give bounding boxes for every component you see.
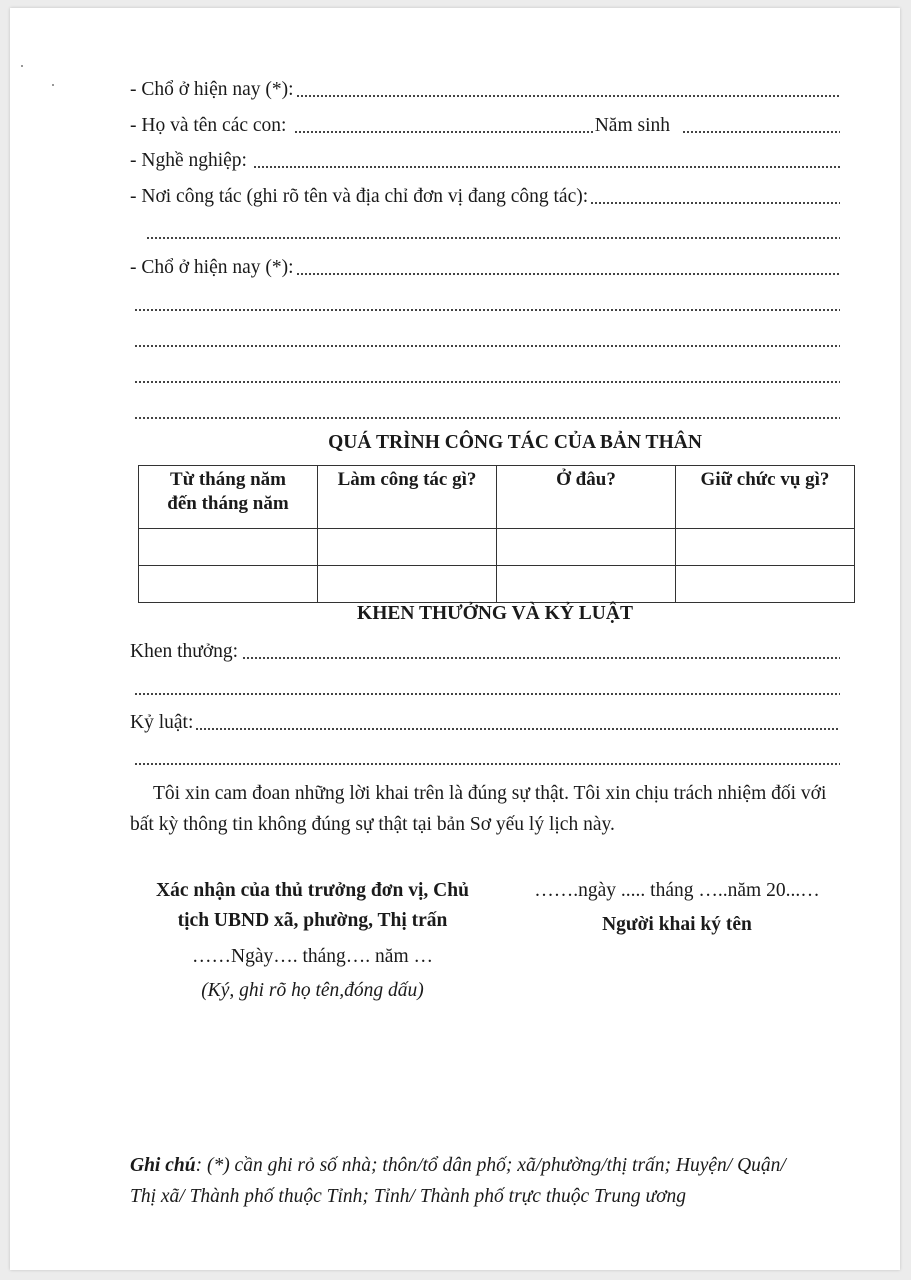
work-history-table: [138, 465, 855, 603]
fill-dots: [134, 414, 840, 420]
workplace-line: [130, 185, 840, 209]
residence-line-2: [130, 256, 840, 280]
fill-dots: [590, 199, 840, 205]
occupation-line: [130, 149, 840, 173]
reward-label: Khen thưởng:: [130, 641, 239, 662]
table-cell[interactable]: [318, 529, 497, 566]
table-cell[interactable]: [139, 566, 318, 603]
footnote-label: Ghi chú: [130, 1155, 196, 1176]
workplace-label: - Nơi công tác (ghi rõ tên và địa chỉ đơn vị đang công tác):: [130, 186, 589, 207]
table-cell[interactable]: [497, 566, 676, 603]
table-cell[interactable]: [318, 566, 497, 603]
residence-label: - Chổ ở hiện nay (*):: [130, 79, 294, 100]
unit-confirmation-block: [130, 876, 495, 1006]
fill-dots: [253, 163, 840, 169]
rewards-title: KHEN THƯỞNG VÀ KỶ LUẬT: [357, 603, 633, 624]
table-cell[interactable]: [497, 529, 676, 566]
fill-dots: [134, 306, 840, 312]
fill-dots: [134, 342, 840, 348]
blank-dotted-line: [134, 400, 840, 424]
column-header-period: Từ tháng năm đến tháng năm: [139, 466, 318, 529]
occupation-label: - Nghề nghiệp:: [130, 150, 247, 171]
table-row: [139, 566, 855, 603]
declarant-signature-block: [512, 876, 842, 940]
work-history-title: QUÁ TRÌNH CÔNG TÁC CỦA BẢN THÂN: [328, 432, 702, 453]
unit-confirmation-title-2: tịch UBND xã, phường, Thị trấn: [177, 910, 448, 931]
column-header-position: Giữ chức vụ gì?: [676, 466, 855, 529]
blank-dotted-line: [134, 328, 840, 352]
footnote: [130, 1150, 870, 1212]
table-header-row: [139, 466, 855, 529]
fill-dots: [296, 92, 840, 98]
column-header-location: Ở đâu?: [497, 466, 676, 529]
blank-dotted-line: [134, 292, 840, 316]
table-row: [139, 529, 855, 566]
unit-confirmation-date: ……Ngày…. tháng…. năm …: [191, 946, 433, 967]
residence-label-2: - Chổ ở hiện nay (*):: [130, 257, 294, 278]
fill-dots: [134, 378, 840, 384]
fill-dots: [134, 760, 840, 766]
table-cell[interactable]: [676, 529, 855, 566]
unit-confirmation-title-1: Xác nhận của thủ trưởng đơn vị, Chủ: [156, 880, 469, 901]
scan-speck: [21, 65, 23, 67]
fill-dots: [146, 234, 840, 240]
column-header-job: Làm công tác gì?: [318, 466, 497, 529]
fill-dots: [242, 654, 840, 660]
blank-dotted-line: [134, 746, 840, 770]
fill-dots: [682, 128, 840, 134]
fill-dots: [195, 725, 840, 731]
footnote-text-2: Thị xã/ Thành phố thuộc Tỉnh; Tỉnh/ Thành phố trực thuộc Trung ương: [130, 1186, 687, 1207]
declarant-date: …….ngày ..... tháng …..năm 20...…: [534, 880, 820, 901]
reward-line: [130, 640, 840, 664]
discipline-label: Kỷ luật:: [130, 712, 194, 733]
blank-dotted-line: [134, 676, 840, 700]
table-cell[interactable]: [676, 566, 855, 603]
blank-dotted-line: [134, 364, 840, 388]
discipline-line: [130, 711, 840, 735]
footnote-text-1: : (*) cần ghi rỏ số nhà; thôn/tổ dân phố; xã/phường/thị trấn; Huyện/ Quận/: [195, 1155, 786, 1176]
footnote-line-1: [130, 1150, 870, 1181]
fill-dots: [134, 690, 840, 696]
declarant-signature-title: Người khai ký tên: [602, 914, 752, 935]
birth-year-label: Năm sinh: [594, 115, 670, 136]
fill-dots: [296, 270, 840, 276]
table-cell[interactable]: [139, 529, 318, 566]
declaration-text: Tôi xin cam đoan những lời khai trên là đúng sự thật. Tôi xin chịu trách nhiệm đối với bất kỳ thông tin không đúng sự thật tại bản Sơ yếu lý lịch này.: [130, 783, 827, 835]
fill-dots: [294, 128, 592, 134]
unit-confirmation-instruction: (Ký, ghi rõ họ tên,đóng dấu): [201, 980, 424, 1001]
scan-speck: [52, 84, 54, 86]
residence-line: [130, 78, 840, 102]
blank-dotted-line: [146, 220, 840, 244]
children-label: - Họ và tên các con:: [130, 115, 287, 136]
children-line: [130, 114, 840, 138]
